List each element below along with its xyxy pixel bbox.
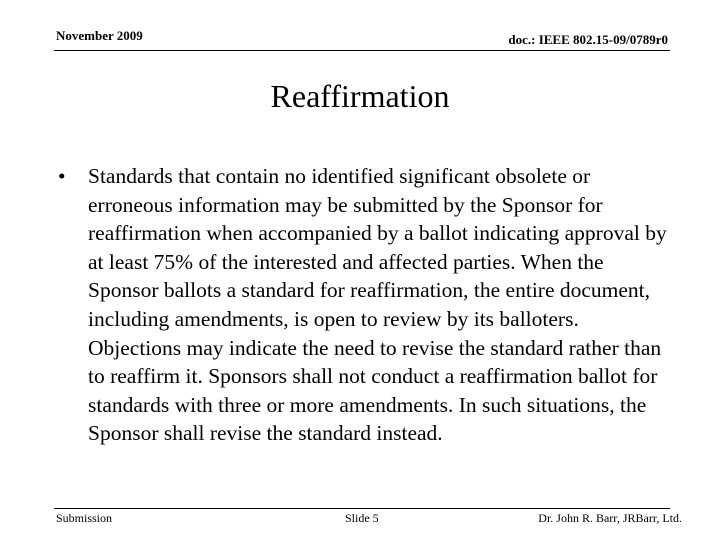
slide-title: Reaffirmation bbox=[270, 78, 450, 114]
bullet-list bbox=[58, 162, 668, 448]
header-date: November 2009 bbox=[56, 28, 143, 43]
footer-author: Dr. John R. Barr, JRBarr, Ltd. bbox=[538, 511, 682, 525]
footer-slide-number: Slide 5 bbox=[345, 511, 379, 525]
bullet-text: Standards that contain no identified significant obsolete or erroneous information may be submitted by the Sponsor for reaffirmation when accompanied by a ballot indicating approval by at least 75% of the interested and affected parties. When the Sponsor ballots a standard for reaffirmation, the entire document, including amendments, is open to review by its balloters. Objections may indicate the need to revise the standard rather than to reaffirm it. Sponsors shall not conduct a reaffirmation ballot for standards with three or more amendments. In such situations, the Sponsor shall revise the standard instead. bbox=[88, 164, 667, 446]
footer-divider bbox=[54, 508, 670, 509]
bullet-icon: • bbox=[58, 164, 66, 188]
footer-submission: Submission bbox=[56, 511, 113, 525]
header-divider bbox=[54, 50, 670, 51]
header-doc-id: doc.: IEEE 802.15-09/0789r0 bbox=[508, 32, 668, 47]
